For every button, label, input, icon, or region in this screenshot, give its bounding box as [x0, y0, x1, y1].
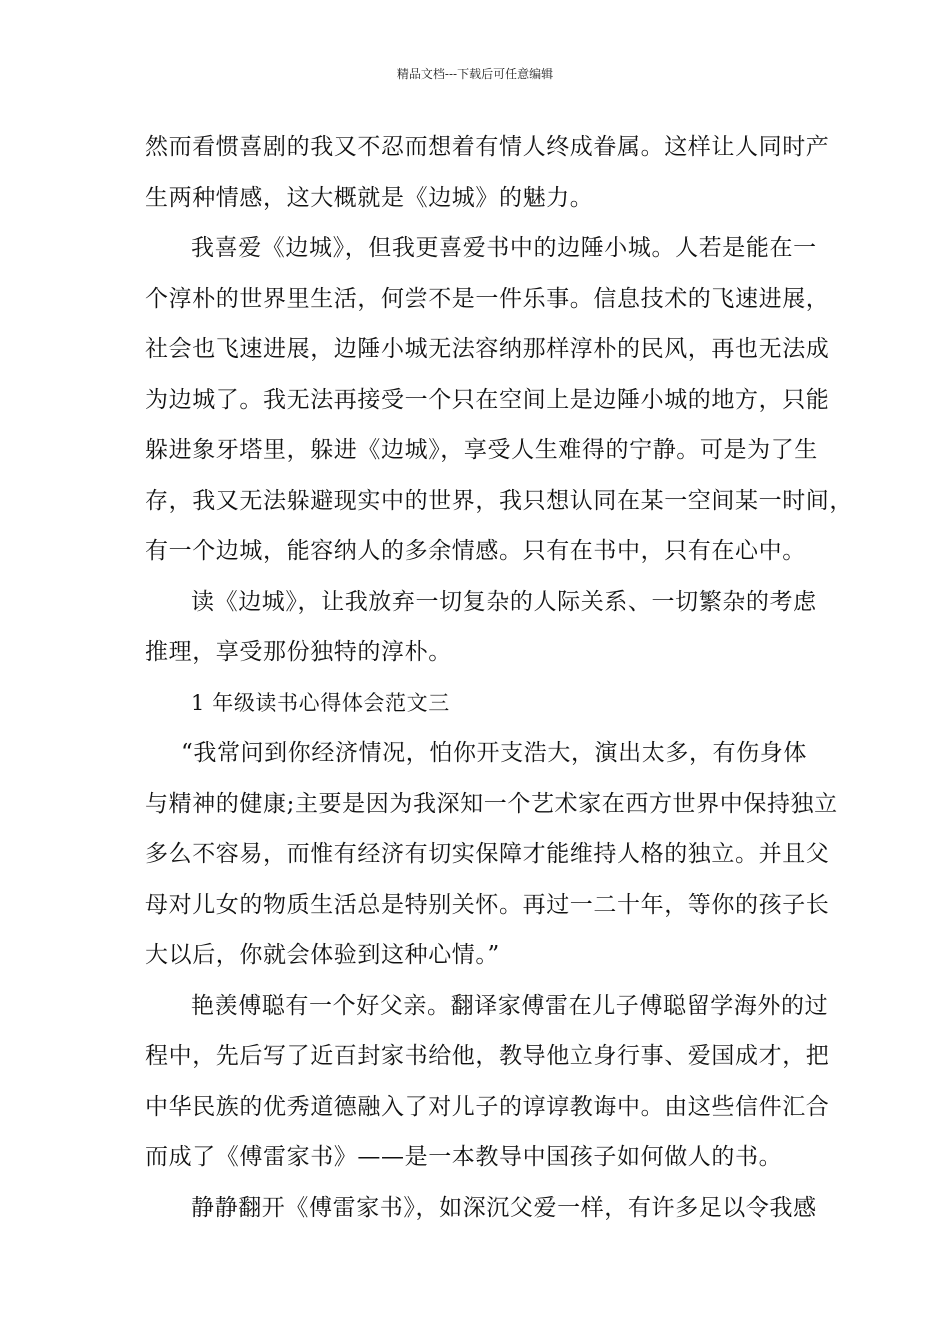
text-line: 存，我又无法躲避现实中的世界，我只想认同在某一空间某一时间， [145, 487, 853, 514]
paragraph-start-line: 我喜爱《边城》，但我更喜爱书中的边陲小城。人若是能在一 [191, 235, 817, 261]
text-line: 多么不容易，而惟有经济有切实保障才能维持人格的独立。并且父 [145, 841, 830, 867]
paragraph-start-line: 读《边城》，让我放弃一切复杂的人际关系、一切繁杂的考虑 [191, 588, 817, 615]
text-line: 然而看惯喜剧的我又不忍而想着有情人终成眷属。这样让人同时产 [145, 134, 830, 160]
text-line: 母对儿女的物质生活总是特别关怀。再过一二十年，等你的孩子长 [145, 891, 830, 918]
text-line: 推理，享受那份独特的淳朴。 [145, 639, 452, 665]
text-line: 中华民族的优秀道德融入了对儿子的谆谆教诲中。由这些信件汇合 [145, 1093, 830, 1120]
text-line: 生两种情感，这大概就是《边城》的魅力。 [145, 184, 594, 211]
section-heading: 1 年级读书心得体会范文三 [191, 690, 450, 715]
document-body [145, 122, 853, 1233]
text-line: 为边城了。我无法再接受一个只在空间上是边陲小城的地方，只能 [145, 386, 830, 413]
text-line: 躲进象牙塔里，躲进《边城》，享受人生难得的宁静。可是为了生 [145, 437, 818, 463]
paragraph-start-line: 静静翻开《傅雷家书》，如深沉父爱一样，有许多足以令我感 [191, 1194, 817, 1221]
paragraph-start-line: 艳羡傅聪有一个好父亲。翻译家傅雷在儿子傅聪留学海外的过 [191, 992, 829, 1019]
text-line: 社会也飞速进展，边陲小城无法容纳那样淳朴的民风，再也无法成 [145, 336, 830, 362]
text-line: 大以后，你就会体验到这种心情。” [145, 942, 500, 968]
page-header: 精品文档---下载后可任意编辑 [396, 67, 554, 81]
text-line: 与精神的健康;主要是因为我深知一个艺术家在西方世界中保持独立 [145, 790, 838, 817]
text-line: 程中，先后写了近百封家书给他，教导他立身行事、爱国成才，把 [145, 1043, 830, 1069]
text-line: 个淳朴的世界里生活，何尝不是一件乐事。信息技术的飞速进展， [145, 285, 830, 312]
text-line: 有一个边城，能容纳人的多余情感。只有在书中，只有在心中。 [145, 538, 806, 564]
quote-start-line: “我常问到你经济情况，怕你开支浩大，演出太多，有伤身体 [181, 740, 807, 766]
text-line: 而成了《傅雷家书》——是一本教导中国孩子如何做人的书。 [145, 1144, 783, 1170]
